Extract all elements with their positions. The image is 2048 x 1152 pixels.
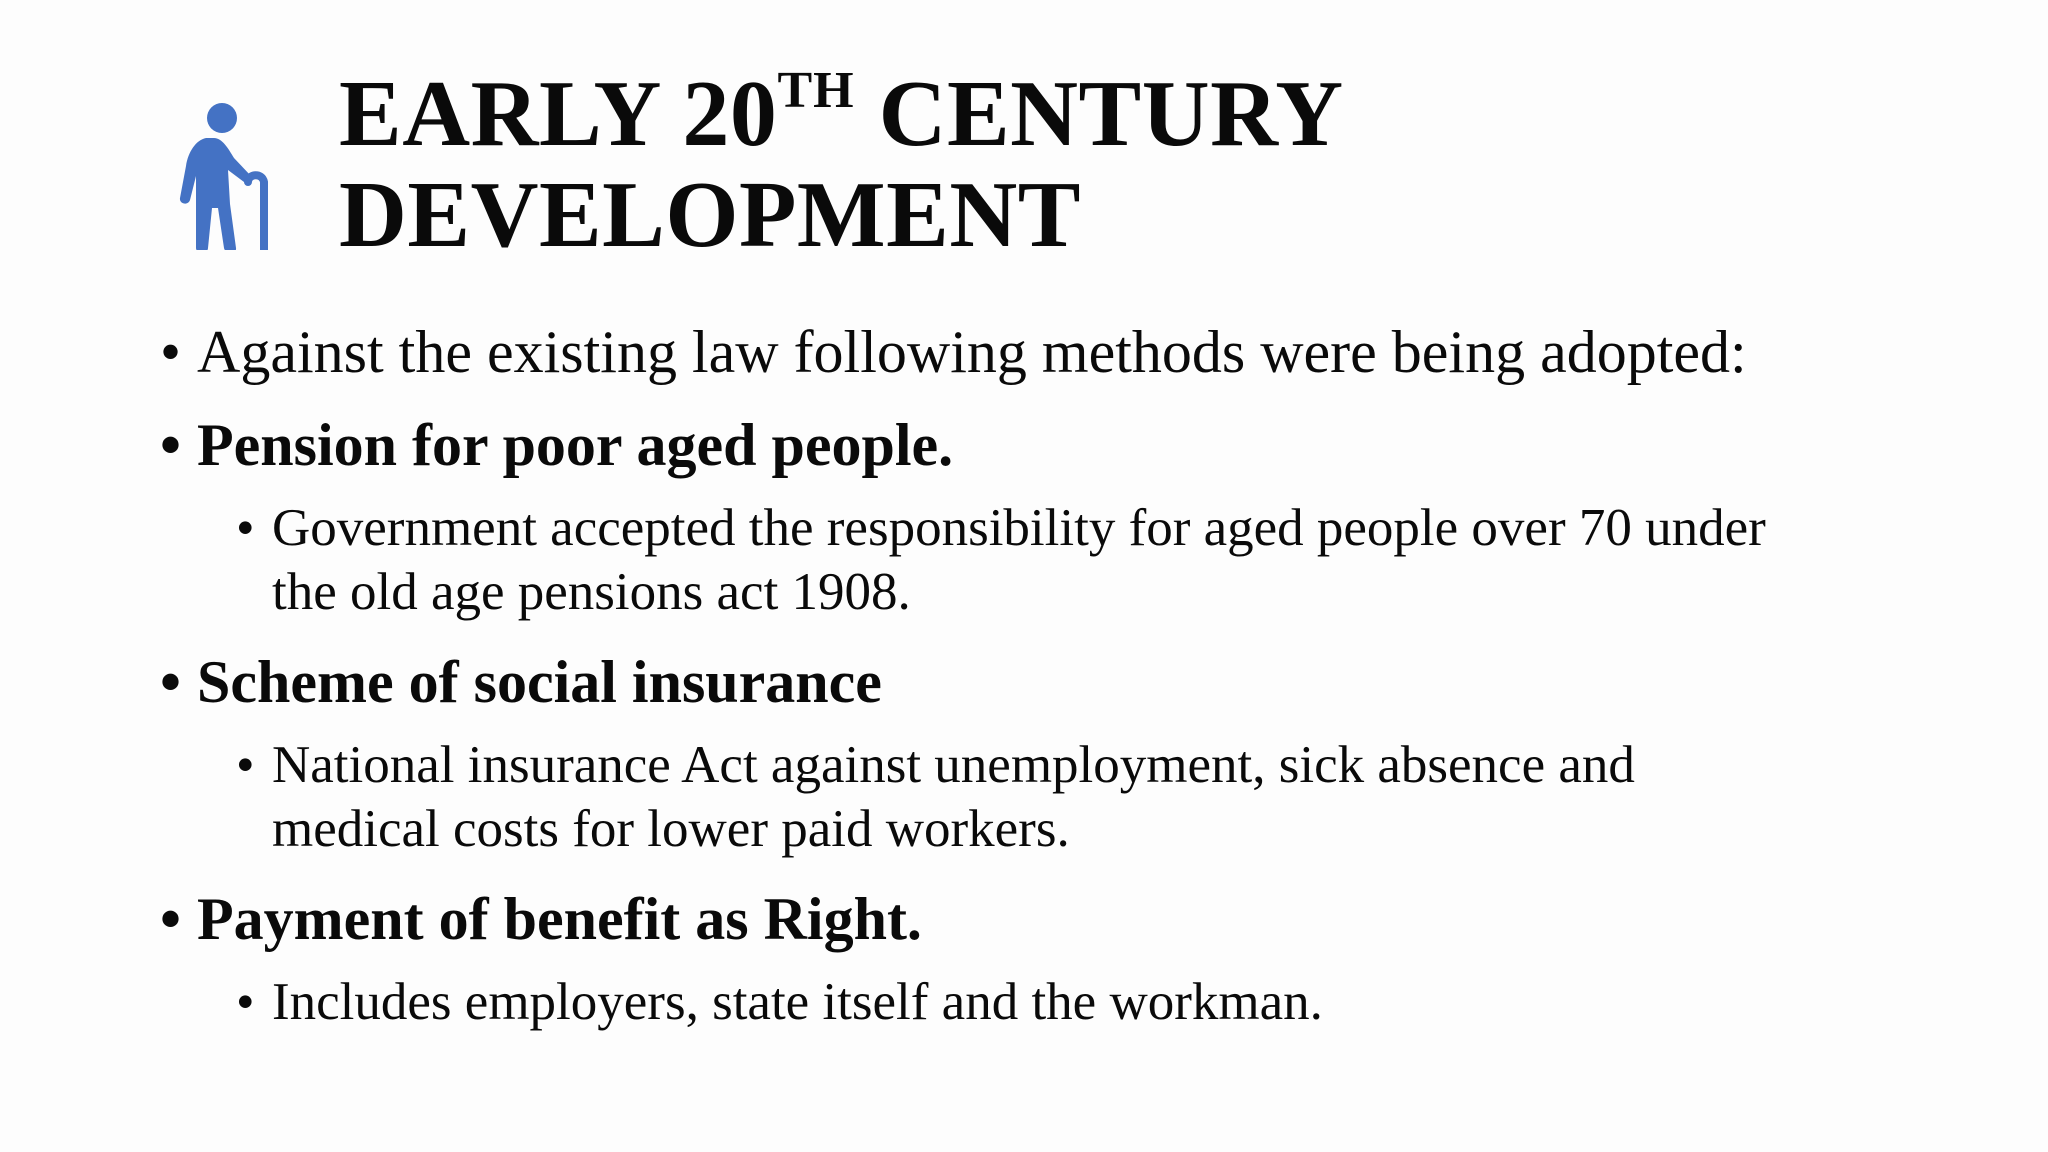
sub-bullet-dot: •	[236, 736, 255, 794]
sub-bullet-line: the old age pensions act 1908.	[272, 563, 911, 621]
sub-bullet-line: National insurance Act against unemployment, sick absence and	[272, 736, 1635, 794]
elderly-person-with-cane-icon	[166, 100, 278, 250]
title-suffix: CENTURY	[854, 62, 1344, 166]
bullet-dot: •	[160, 319, 182, 385]
sub-bullet-line: Government accepted the responsibility for aged people over 70 under	[272, 499, 1766, 557]
bullet-text: Against the existing law following methods were being adopted:	[197, 319, 1747, 385]
bullet-dot: •	[160, 886, 182, 952]
bullet-text: Pension for poor aged people.	[197, 412, 954, 478]
sub-bullet-line: medical costs for lower paid workers.	[272, 800, 1070, 858]
bullet-text: Scheme of social insurance	[197, 649, 882, 715]
bullet-dot: •	[160, 649, 182, 715]
sub-bullet-line: Includes employers, state itself and the workman.	[272, 973, 1323, 1031]
sub-bullet-text	[272, 496, 2032, 624]
sub-bullet-dot: •	[236, 973, 255, 1031]
slide-title	[339, 61, 1344, 267]
title-line-2: DEVELOPMENT	[339, 163, 1081, 267]
title-prefix: EARLY 20	[339, 62, 778, 166]
bullet-dot: •	[160, 412, 182, 478]
sub-bullet-dot: •	[236, 499, 255, 557]
sub-bullet-text	[272, 970, 2032, 1034]
sub-bullet-text	[272, 733, 2032, 861]
title-line-1	[339, 61, 1344, 166]
title-superscript: TH	[777, 61, 855, 119]
bullet-text: Payment of benefit as Right.	[197, 886, 922, 952]
